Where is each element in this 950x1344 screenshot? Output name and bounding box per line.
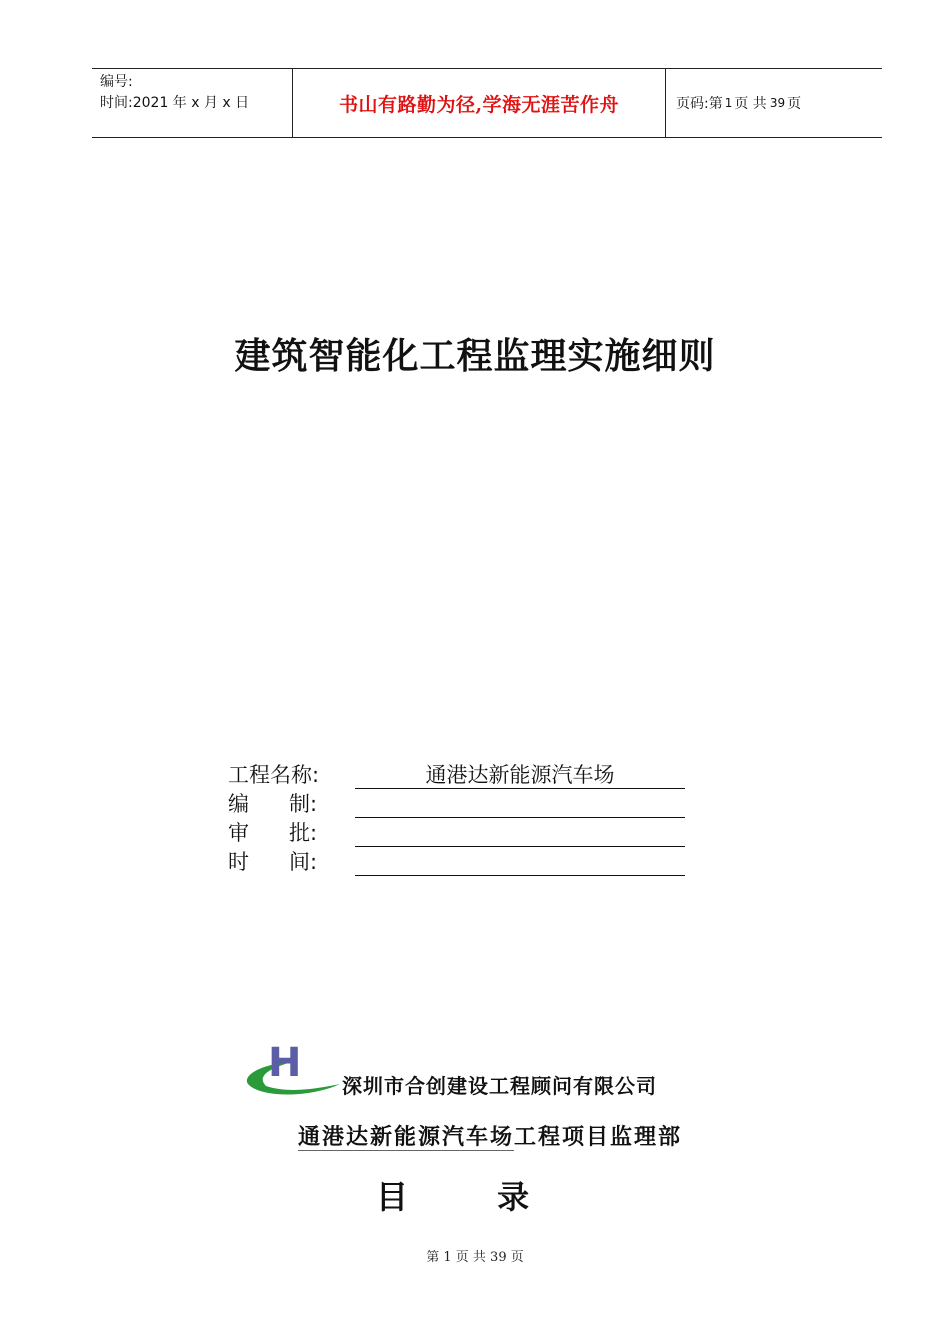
info-value (355, 850, 685, 876)
table-of-contents-title: 目 录 (376, 1178, 530, 1216)
info-value (355, 821, 685, 847)
logo-letter: H (268, 1040, 302, 1086)
info-value (355, 792, 685, 818)
info-row-date (228, 847, 698, 876)
page-mid: 页 共 (734, 96, 767, 112)
info-value: 通港达新能源汽车场 (355, 763, 685, 789)
header-motto: 书山有路勤为径,学海无涯苦作舟 (292, 69, 666, 137)
project-dept-rest: 工程项目监理部 (514, 1124, 683, 1150)
project-dept-underlined: 通港达新能源汽车场 (298, 1124, 515, 1150)
page-footer: 第 1 页 共 39 页 (426, 1250, 524, 1265)
info-row-project-name (228, 760, 698, 789)
page-header-table (92, 68, 882, 138)
document-title: 建筑智能化工程监理实施细则 (234, 336, 716, 377)
info-label: 时 间: (228, 850, 318, 874)
company-logo-row (240, 1032, 800, 1102)
header-page-number (666, 69, 882, 137)
page-total: 39 (769, 96, 786, 110)
company-name: 深圳市合创建设工程顾问有限公司 (342, 1074, 657, 1098)
info-row-approved-by (228, 818, 698, 847)
info-label: 工程名称: (228, 763, 320, 787)
serial-number-label: 编号: (100, 74, 133, 90)
info-label: 编 制: (228, 792, 318, 816)
page-suffix: 页 (787, 96, 802, 112)
info-label: 审 批: (228, 821, 318, 845)
project-info-block (228, 760, 698, 876)
header-meta-cell (92, 69, 292, 137)
info-row-compiled-by (228, 789, 698, 818)
page-current: 1 (724, 96, 733, 110)
date-label: 时间:2021 年 x 月 x 日 (100, 95, 250, 111)
company-logo-icon (240, 1032, 350, 1102)
page-prefix: 页码:第 (676, 96, 723, 112)
project-department (298, 1120, 682, 1151)
